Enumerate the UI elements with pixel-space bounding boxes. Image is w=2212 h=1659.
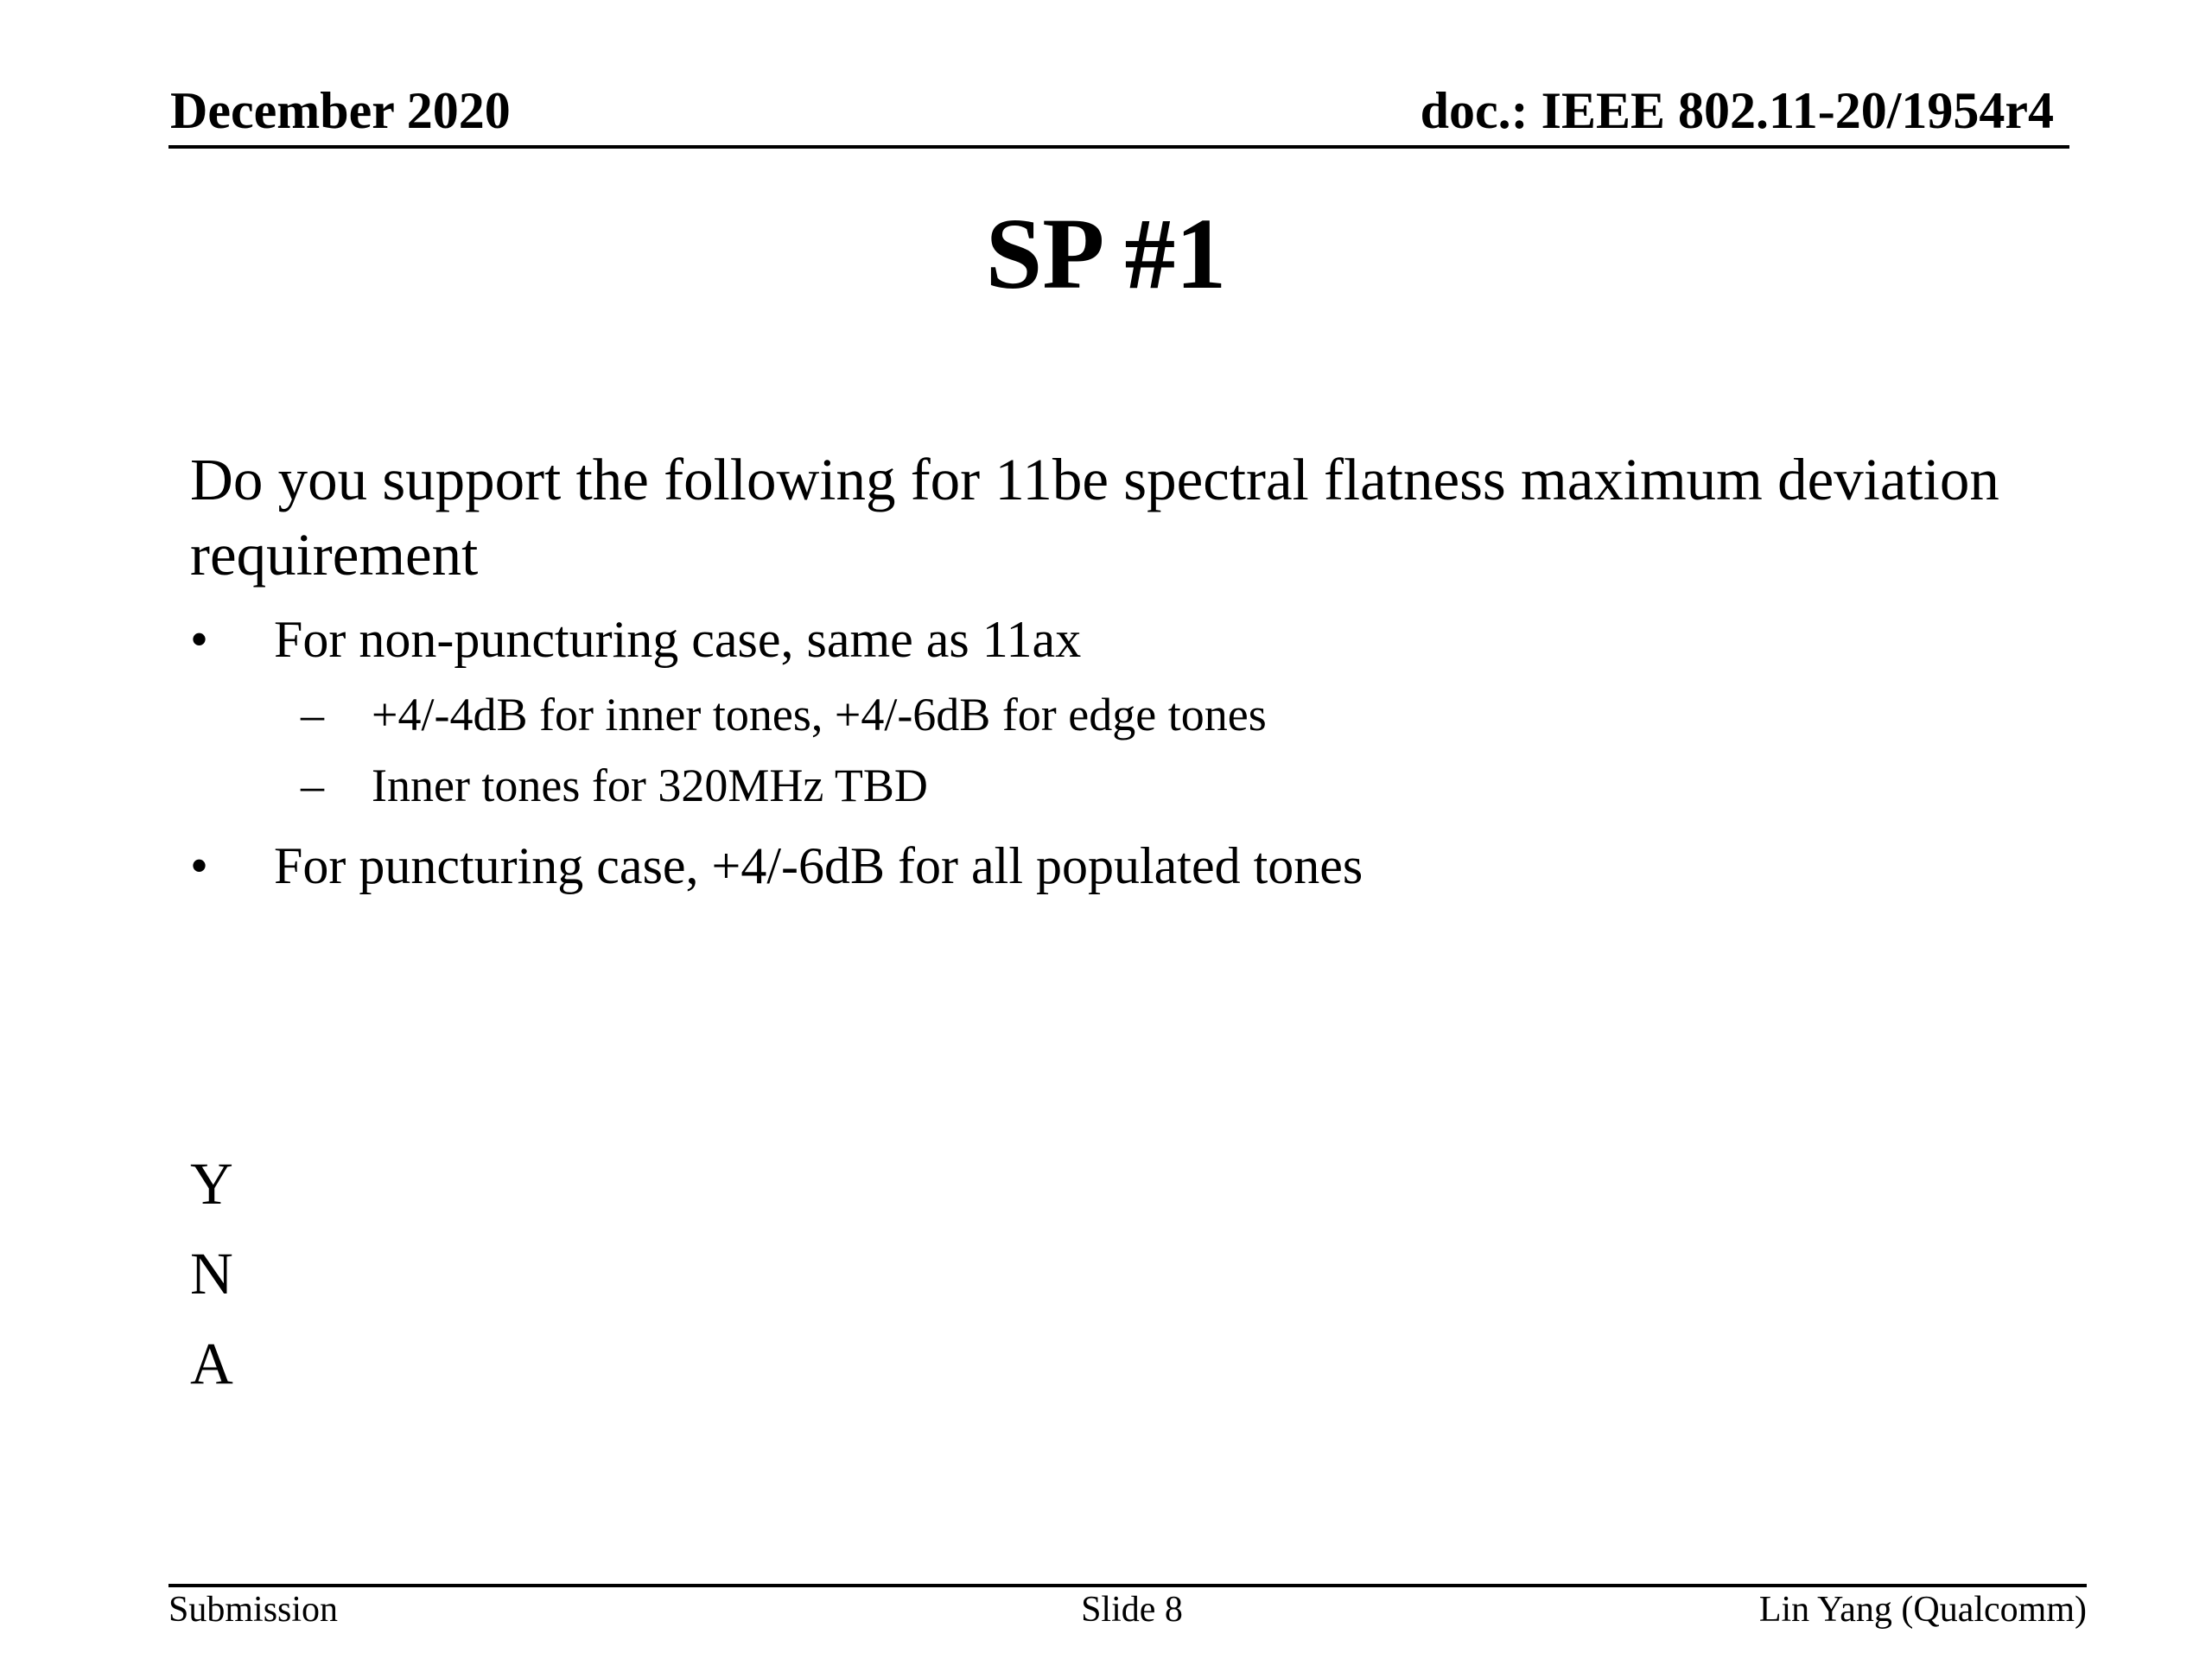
sub-bullet-item	[190, 686, 2091, 743]
sub-bullet-marker: –	[301, 760, 324, 811]
bullet-item	[190, 835, 2091, 897]
bullet-item	[190, 608, 2091, 671]
bullet-text: For puncturing case, +4/-6dB for all populated tones	[274, 837, 1363, 894]
slide-title: SP #1	[985, 197, 1227, 310]
sub-bullet-text: Inner tones for 320MHz TBD	[372, 760, 928, 811]
vote-options	[190, 1139, 233, 1408]
bullet-marker: •	[190, 611, 209, 668]
bullet-marker: •	[190, 837, 209, 894]
slide-body	[190, 442, 2091, 897]
sub-bullet-text: +4/-4dB for inner tones, +4/-6dB for edge tones	[372, 689, 1267, 741]
sub-bullet-item	[190, 757, 2091, 814]
vote-option-abstain: A	[190, 1331, 233, 1396]
footer-divider	[168, 1584, 2087, 1587]
footer-author: Lin Yang (Qualcomm)	[1758, 1590, 2087, 1630]
vote-option-yes: Y	[190, 1151, 233, 1217]
header-doc-number: doc.: IEEE 802.11-20/1954r4	[1420, 82, 2054, 139]
vote-option-no: N	[190, 1241, 233, 1306]
footer-slide-number: Slide 8	[1081, 1590, 1183, 1630]
header-divider	[168, 145, 2069, 149]
footer-submission: Submission	[168, 1590, 339, 1630]
bullet-text: For non-puncturing case, same as 11ax	[274, 611, 1082, 668]
question-text: Do you support the following for 11be spectral flatness maximum deviation requirement	[190, 447, 1999, 588]
header-date: December 2020	[170, 82, 511, 139]
sub-bullet-marker: –	[301, 689, 324, 741]
